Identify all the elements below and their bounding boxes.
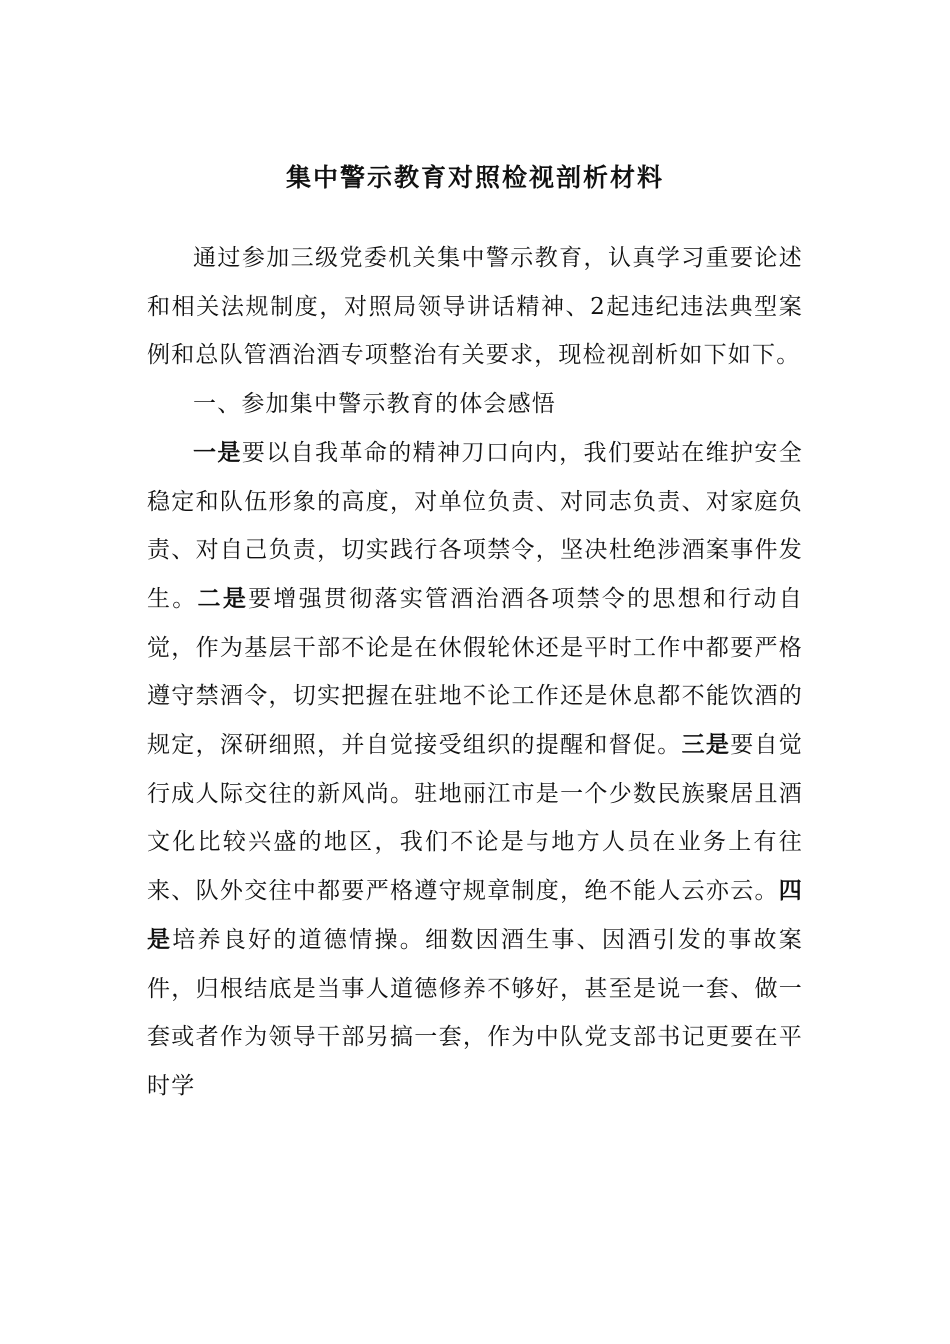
point-lead-1: 一是 (193, 438, 242, 466)
document-body (147, 234, 803, 1111)
section-heading: 一、参加集中警示教育的体会感悟 (193, 391, 556, 418)
document-title: 集中警示教育对照检视剖析材料 (285, 163, 664, 192)
intro-paragraph: 通过参加三级党委机关集中警示教育，认真学习重要论述和相关法规制度，对照局领导讲话精神、2起违纪违法典型案例和总队管酒治酒专项整治有关要求，现检视剖析如下如下。 (147, 245, 803, 369)
reflection-paragraph (147, 429, 803, 1111)
point-text-2: 要增强贯彻落实管酒治酒各项禁令的思想和行动自觉，作为基层干部不论是在休假轮休还是平时工作中都要严格遵守禁酒令，切实把握在驻地不论工作还是休息都不能饮酒的规定，深研细照，并自觉接受组织的提醒和督促。 (147, 585, 803, 759)
point-text-1: 要以自我革命的精神刀口向内，我们要站在维护安全稳定和队伍形象的高度，对单位负责、对同志负责、对家庭负责、对自己负责，切实践行各项禁令，坚决杜绝涉酒案事件发生。 (147, 439, 803, 612)
point-lead-2: 二是 (197, 584, 249, 612)
point-text-3: 要自觉行成人际交往的新风尚。驻地丽江市是一个少数民族聚居且酒文化比较兴盛的地区，我们不论是与地方人员在业务上有往来、队外交往中都要严格遵守规章制度，绝不能人云亦云。 (147, 732, 804, 905)
point-lead-4: 四是 (147, 877, 803, 953)
point-lead-3: 三是 (681, 731, 731, 759)
point-text-4: 培养良好的道德情操。细数因酒生事、因酒引发的事故案件，归根结底是当事人道德修养不够好，甚至是说一套、做一套或者作为领导干部另搞一套，作为中队党支部书记更要在平时学 (147, 926, 804, 1099)
